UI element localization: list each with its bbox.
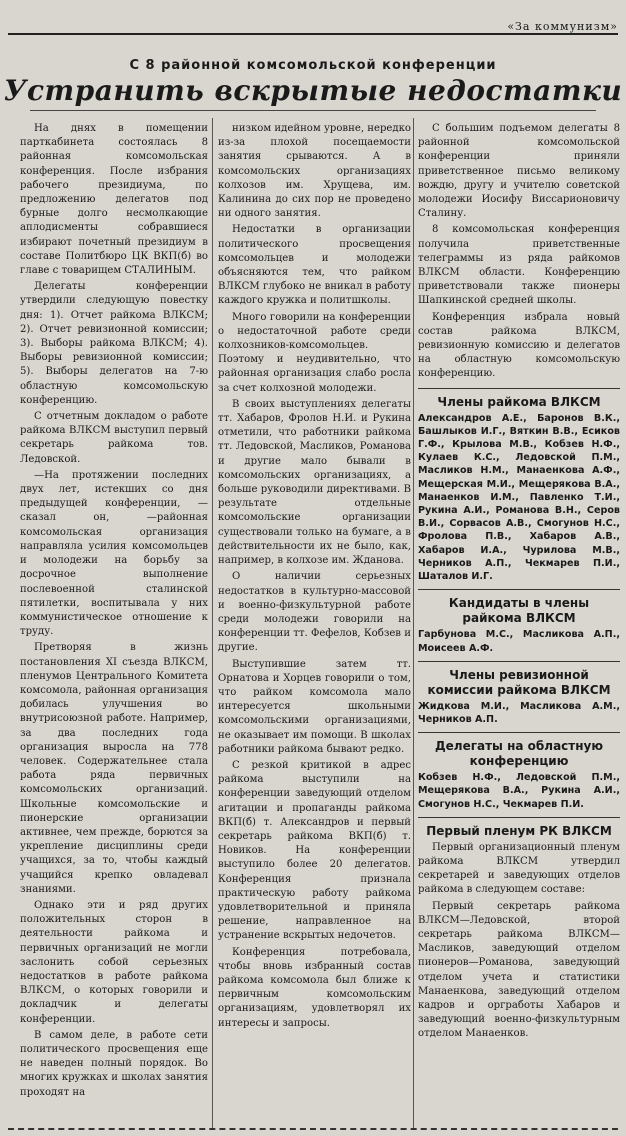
column-divider — [413, 118, 414, 1128]
paragraph: Много говорили на конференции о недостаточной работе среди колхозников-комсомольцев. Поэтому и неудивительно, что районная организация слабо росла за счет колхозной молодежи. — [218, 311, 411, 394]
delegates-list: Кобзев Н.Ф., Ледовской П.М., Мещерякова В.А., Рукина А.И., Смогунов Н.С., Чекмарев П.И. — [418, 772, 620, 810]
headline-rule — [30, 110, 596, 111]
plenum-heading: Первый пленум РК ВЛКСМ — [426, 823, 612, 838]
paragraph: Первый организационный пленум райкома ВЛКСМ утвердил секретарей и заведующих отделов райкома в следующем составе: — [418, 841, 620, 896]
paragraph: Конференция потребовала, чтобы вновь избранный состав райкома комсомола был ближе к первичным комсомольским организациям, удовлетворял их интересы и запросы. — [218, 946, 411, 1029]
members-heading: Члены райкома ВЛКСМ — [437, 394, 601, 409]
column-divider — [212, 118, 213, 1128]
paragraph: В своих выступлениях делегаты тт. Хабаров, Фролов Н.И. и Рукина отметили, что работники райкома тт. Ледовской, Масликов, Романова и другие мало бывали в комсомольских организациях, а больше руководили директивами. В результате отдельные комсомольские организации существовали только на бумаге, а в действительности их не было, как, например, в колхозе им. Жданова. — [218, 398, 411, 567]
paragraph: Выступившие затем тт. Орнатова и Хорцев говорили о том, что райком комсомола мало интересуется школьными комсомольскими организациями, не оказывает им помощи. В школах работники райкома бывают редко. — [218, 658, 411, 755]
column-1 — [20, 122, 208, 1100]
paragraph: На днях в помещении парткабинета состоялась 8 районная комсомольская конференция. После избрания рабочего президиума, по предложению делегатов под бурные долго несмолкающие аплодисменты собравшиеся избирают почетный президиум в составе Политбюро ЦК ВКП(б) во главе с товарищем СТАЛИНЫМ. — [20, 123, 208, 277]
audit-heading: Члены ревизионной комиссии райкома ВЛКСМ — [427, 667, 611, 697]
section-divider — [418, 589, 620, 590]
candidates-list: Гарбунова М.С., Масликова А.П., Моисеев А.Ф. — [418, 629, 620, 654]
paragraph: Конференция избрала новый состав райкома ВЛКСМ, ревизионную комиссию и делегатов на областную комсомольскую конференцию. — [418, 311, 620, 380]
candidates-heading: Кандидаты в члены райкома ВЛКСМ — [448, 596, 590, 626]
column-3 — [418, 122, 620, 1042]
rubric: С 8 районной комсомольской конференции — [129, 58, 497, 73]
delegates-heading: Делегаты на областную конференцию — [434, 739, 604, 769]
headline: Устранить вскрытые недостатки — [3, 74, 623, 107]
paragraph: —На протяжении последних двух лет, истекших со дня предыдущей конференции, —сказал он, —районная комсомольская организация направляла усилия комсомольцев и молодежи на борьбу за досрочное выполнение послевоенной сталинской пятилетки, воспитывала у них коммунистическое отношение к труду. — [20, 469, 208, 638]
paragraph: Однако эти и ряд других положительных сторон в деятельности райкома и первичных организаций не могли заслонить собой серьезных недостатков в работе райкома ВЛКСМ, о которых говорили и докладчик и делегаты конференции. — [20, 899, 208, 1025]
members-list: Александров А.Е., Баронов В.К., Башлыков И.Г., Вяткин В.В., Есиков Г.Ф., Крылова М.В., Кобзев Н.Ф., Кулаев К.С., Ледовской П.М., Масликов Н.М., Манаенкова А.Ф., Мещерская М.И., Мещерякова В.А., Манаенков И.М., Павленко Т.И., Рукина А.И., Романова В.Н., Серов В.И., Сорвасов А.В., Смогунов Н.С., Фролова П.В., Хабаров А.В., Хабаров И.А., Чурилова М.В., Черников А.П., Чекмарев П.И., Шаталов И.Г. — [418, 412, 620, 583]
paragraph: Делегаты конференции утвердили следующую повестку дня: 1). Отчет райкома ВЛКСМ; 2). Отчет ревизионной комиссии; 3). Выборы райкома ВЛКСМ; 4). Выборы ревизионной комиссии; 5). Выборы делегатов на 7-ю областную комсомольскую конференцию. — [20, 281, 208, 406]
paragraph: низком идейном уровне, нередко из-за плохой посещаемости занятия срываются. А в комсомольских организациях колхозов им. Хрущева, им. Калинина до сих пор не проведено ни одного занятия. — [218, 123, 411, 220]
running-head: «За коммунизм» — [8, 20, 618, 35]
section-divider — [418, 732, 620, 733]
column-2 — [218, 122, 411, 1031]
paragraph: Недостатки в организации политического просвещения комсомольцев и молодежи объясняются тем, что райком ВЛКСМ глубоко не вникал в работу каждого кружка и политшколы. — [218, 224, 411, 307]
section-divider — [418, 388, 620, 389]
paragraph: Претворяя в жизнь постановления XI съезда ВЛКСМ, пленумов Центрального Комитета комсомола, районная организация добилась улучшения во внутрисоюзной работе. Например, за два последних года организация выросла на 778 человек. Содержательнее стала работа ряда первичных комсомольских организаций. Школьные комсомольские и пионерские организации активнее, чем прежде, борются за укрепление дисциплины среди учащихся, за то, чтобы каждый учащийся крепко овладевал знаниями. — [20, 642, 208, 895]
paragraph: С резкой критикой в адрес райкома выступили на конференции заведующий отделом агитации и пропаганды райкома ВКП(б) т. Александров и первый секретарь райкома ВКП(б) т. Новиков. На конференции выступило более 20 делегатов. Конференция признала практическую работу райкома удовлетворительной и приняла решение, направленное на устранение вскрытых недочетов. — [218, 759, 411, 942]
paragraph: С отчетным докладом о работе райкома ВЛКСМ выступил первый секретарь райкома тов. Ледовской. — [20, 411, 208, 465]
paragraph: В самом деле, в работе сети политического просвещения еще не наведен полный порядок. Во многих кружках и школах занятия проходят на — [20, 1029, 208, 1098]
bottom-rule — [8, 1128, 618, 1130]
paragraph: С большим подъемом делегаты 8 районной комсомольской конференции приняли приветственное письмо великому вождю, другу и учителю советской молодежи Иосифу Виссарионовичу Сталину. — [418, 123, 620, 220]
section-divider — [418, 817, 620, 818]
paragraph: Первый секретарь райкома ВЛКСМ—Ледовской, второй секретарь райкома ВЛКСМ—Масликов, заведующий отделом пионеров—Романова, заведующий отделом учета и статистики Манаенкова, заведующий отделом кадров и оргработы Хабаров и заведующий военно-физкультурным отделом Манаенков. — [418, 900, 620, 1040]
paragraph: О наличии серьезных недостатков в культурно-массовой и военно-физкультурной работе среди молодежи говорили на конференции тт. Фефелов, Кобзев и другие. — [218, 571, 411, 654]
audit-list: Жидкова М.И., Масликова А.М., Черников А.П. — [418, 700, 620, 725]
paragraph: 8 комсомольская конференция получила приветственные телеграммы из ряда райкомов ВЛКСМ области. Конференцию приветствовали также пионеры Шапкинской средней школы. — [418, 224, 620, 307]
section-divider — [418, 661, 620, 662]
